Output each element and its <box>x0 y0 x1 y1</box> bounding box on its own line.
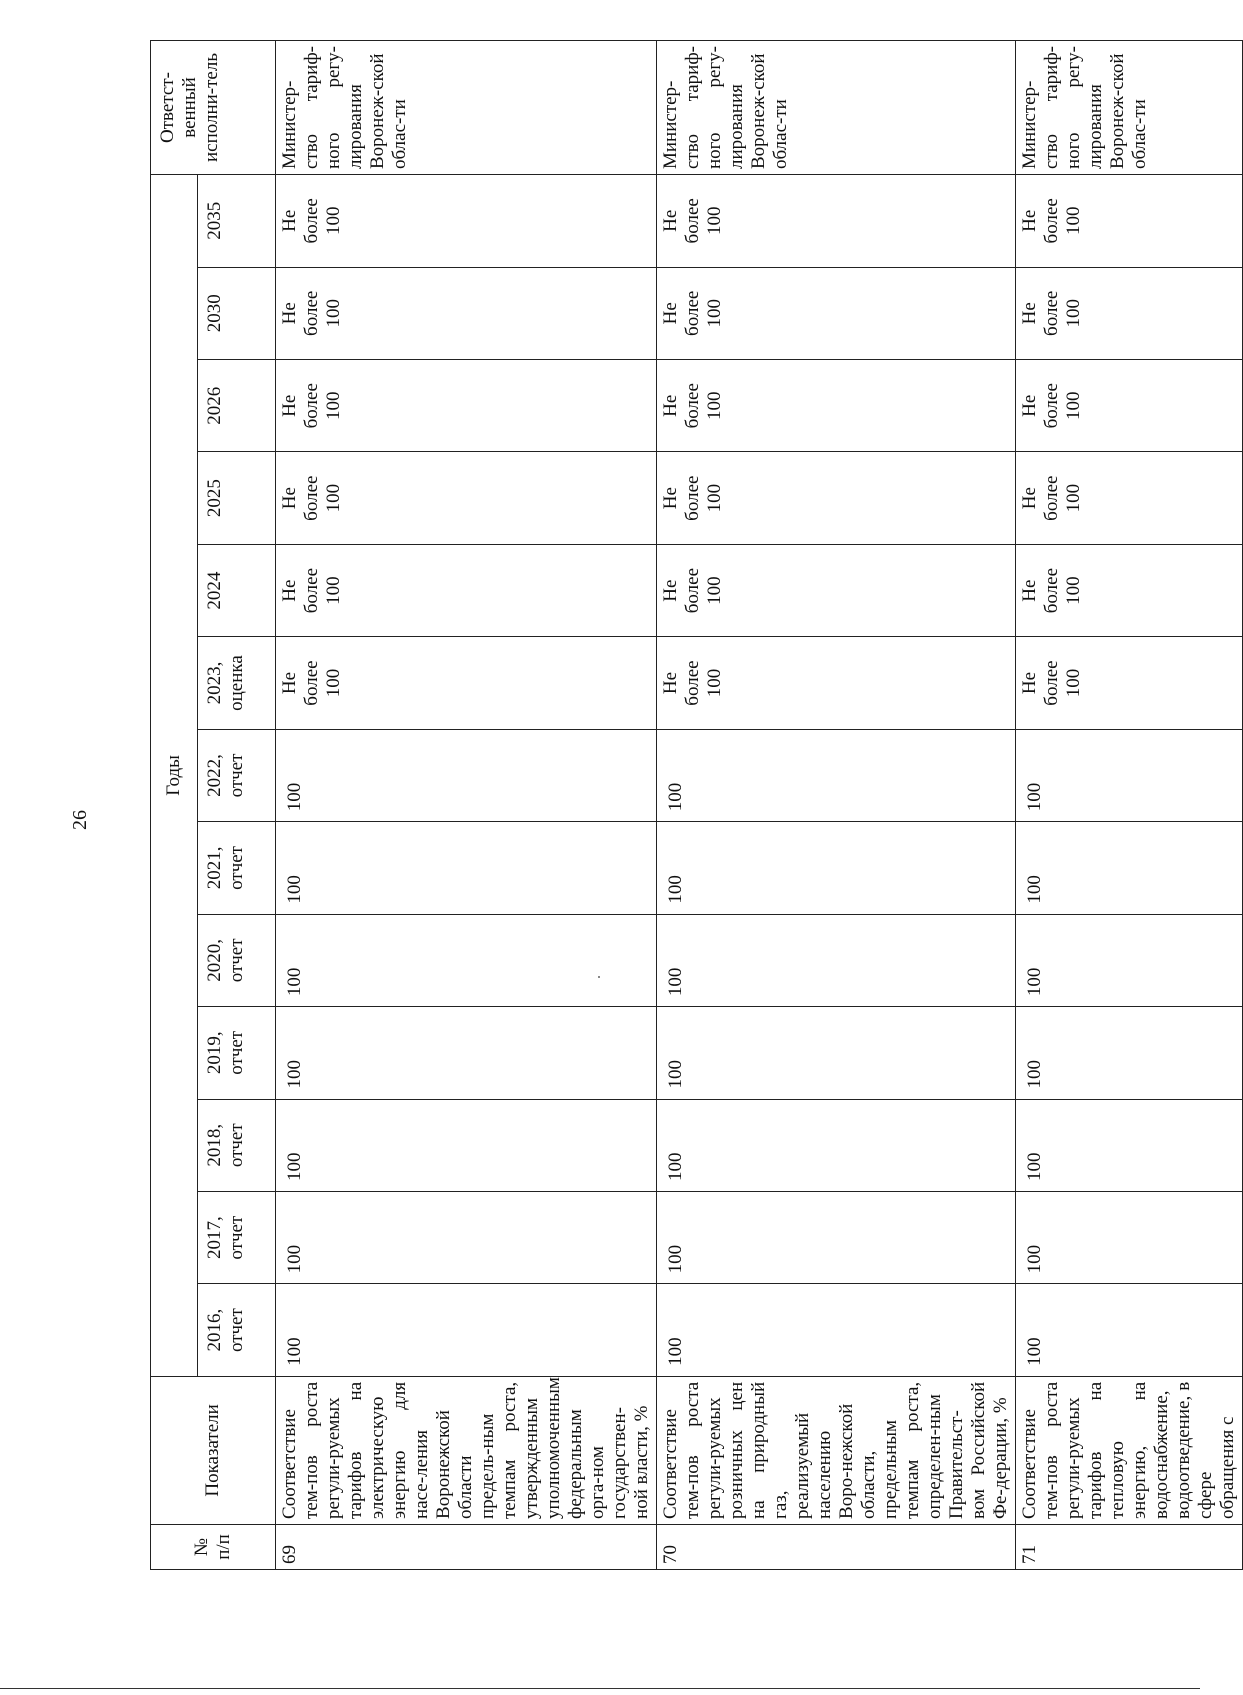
target-line: Не <box>660 579 681 602</box>
value-cell: 100 <box>1016 1191 1243 1283</box>
target-line: Не <box>279 671 300 695</box>
target-line: Не <box>1019 394 1040 417</box>
table-row <box>276 41 657 1570</box>
target-cell <box>276 637 657 729</box>
target-line: Не <box>1019 487 1040 510</box>
target-line: 100 <box>1063 576 1084 605</box>
target-line: 100 <box>704 391 725 420</box>
target-line: более <box>1041 290 1062 336</box>
target-line: более <box>301 475 322 521</box>
value-cell: 100 <box>276 1099 657 1191</box>
table-row <box>1016 41 1243 1570</box>
target-cell <box>657 637 1016 729</box>
target-line: 100 <box>323 668 344 698</box>
value-cell: 100 <box>1016 822 1243 914</box>
target-line: более <box>301 290 322 336</box>
target-cell <box>1016 637 1243 729</box>
value-cell: 100 <box>276 1007 657 1099</box>
value-cell: 100 <box>657 1191 1016 1283</box>
target-cell <box>1016 544 1243 636</box>
target-line: Не <box>660 394 681 417</box>
target-line: Не <box>660 671 681 695</box>
value-cell: 100 <box>276 1284 657 1376</box>
value-cell: 100 <box>1016 914 1243 1006</box>
header-years: Годы <box>151 175 198 1377</box>
year-header: 2035 <box>198 175 276 268</box>
target-cell <box>657 267 1016 359</box>
responsible-executor: Министер-ство тариф-ного регу-лирования Воронеж-ской облас-ти <box>1016 41 1243 175</box>
page-number: 26 <box>69 810 91 830</box>
target-line: более <box>1041 198 1062 244</box>
year-header: 2022, отчет <box>198 729 276 821</box>
target-line: более <box>1041 383 1062 429</box>
year-header: 2020, отчет <box>198 914 276 1006</box>
target-line: 100 <box>1063 206 1084 236</box>
year-header: 2017, отчет <box>198 1191 276 1283</box>
value-cell: 100 <box>276 914 657 1006</box>
header-responsible: Ответст-венный исполни-тель <box>151 41 276 175</box>
value-cell: 100 <box>276 729 657 821</box>
value-cell: 100 <box>1016 1099 1243 1191</box>
target-line: 100 <box>704 299 725 328</box>
target-line: Не <box>660 209 681 232</box>
target-line: Не <box>660 302 681 325</box>
row-number: 70 <box>657 1524 1016 1569</box>
target-line: Не <box>279 394 300 417</box>
header-row-main <box>151 41 198 1570</box>
target-line: более <box>301 198 322 244</box>
value-cell: 100 <box>276 1191 657 1283</box>
header-row-years <box>198 41 276 1570</box>
value-cell: 100 <box>1016 1284 1243 1376</box>
target-line: Не <box>279 209 300 232</box>
year-header: 2026 <box>198 360 276 452</box>
target-line: 100 <box>323 483 344 513</box>
value-cell: 100 <box>657 914 1016 1006</box>
target-line: 100 <box>323 206 344 236</box>
target-line: более <box>301 660 322 706</box>
year-header: 2024 <box>198 544 276 636</box>
value-cell: 100 <box>276 822 657 914</box>
year-header: 2023, оценка <box>198 637 276 729</box>
target-cell <box>276 452 657 544</box>
target-line: Не <box>279 302 300 325</box>
target-cell <box>1016 452 1243 544</box>
target-cell <box>276 267 657 359</box>
target-line: 100 <box>1063 483 1084 513</box>
header-num: № п/п <box>151 1524 276 1569</box>
target-cell <box>1016 175 1243 268</box>
value-cell: 100 <box>1016 1007 1243 1099</box>
target-line: Не <box>1019 302 1040 325</box>
target-line: Не <box>1019 579 1040 602</box>
target-cell <box>1016 267 1243 359</box>
target-line: более <box>1041 660 1062 706</box>
value-cell: 100 <box>657 1099 1016 1191</box>
row-number: 71 <box>1016 1524 1243 1569</box>
indicators-table <box>150 40 1243 1570</box>
target-line: более <box>1041 567 1062 614</box>
target-line: Не <box>279 579 300 602</box>
header-indicator: Показатели <box>151 1376 276 1524</box>
target-line: более <box>682 567 703 614</box>
target-cell <box>276 360 657 452</box>
target-line: Не <box>660 487 681 510</box>
scan-bottom-edge <box>0 1688 1200 1689</box>
year-header: 2030 <box>198 267 276 359</box>
target-line: более <box>301 383 322 429</box>
year-header: 2021, отчет <box>198 822 276 914</box>
value-cell: 100 <box>657 1284 1016 1376</box>
indicator-text: Соответствие тем-пов роста регули-руемых тарифов на электрическую энергию для насе-ления Воронежской области предель-ным темпам роста, утвержденным уполномоченным федеральным орга-ном государствен-ной власти, % <box>276 1376 657 1524</box>
row-number: 69 <box>276 1524 657 1569</box>
value-cell: 100 <box>1016 729 1243 821</box>
target-cell <box>657 360 1016 452</box>
year-header: 2019, отчет <box>198 1007 276 1099</box>
target-line: более <box>1041 475 1062 521</box>
target-line: 100 <box>1063 668 1084 698</box>
value-cell: 100 <box>657 1007 1016 1099</box>
target-line: более <box>682 383 703 429</box>
value-cell: 100 <box>657 729 1016 821</box>
target-line: 100 <box>323 576 344 605</box>
target-line: более <box>682 660 703 706</box>
target-line: 100 <box>1063 391 1084 420</box>
target-line: более <box>682 198 703 244</box>
target-line: 100 <box>704 483 725 513</box>
target-line: более <box>301 567 322 614</box>
target-line: Не <box>1019 671 1040 695</box>
target-cell <box>1016 360 1243 452</box>
indicator-text: Соответствие тем-пов роста регули-руемых тарифов на тепловую энергию, на водоснабжение, водоотведение, в сфере обращения с <box>1016 1376 1243 1524</box>
target-line: 100 <box>704 206 725 236</box>
target-line: более <box>682 475 703 521</box>
target-cell <box>276 544 657 636</box>
rotated-table-container <box>150 40 1238 1570</box>
target-cell <box>276 175 657 268</box>
target-line: Не <box>279 487 300 510</box>
target-line: 100 <box>323 391 344 420</box>
target-line: 100 <box>323 299 344 328</box>
indicator-text: Соответствие тем-пов роста регули-руемых розничных цен на природный газ, реализуемый населению Воро-нежской области, предельным темпам роста, определен-ным Правительст-вом Российской Фе-дерации, % <box>657 1376 1016 1524</box>
target-line: более <box>682 290 703 336</box>
responsible-executor: Министер-ство тариф-ного регу-лирования Воронеж-ской облас-ти <box>657 41 1016 175</box>
target-line: 100 <box>704 668 725 698</box>
responsible-executor: Министер-ство тариф-ного регу-лирования Воронеж-ской облас-ти <box>276 41 657 175</box>
target-line: 100 <box>1063 299 1084 328</box>
target-line: 100 <box>704 576 725 605</box>
target-cell <box>657 175 1016 268</box>
table-row <box>657 41 1016 1570</box>
target-cell <box>657 544 1016 636</box>
target-line: Не <box>1019 209 1040 232</box>
year-header: 2025 <box>198 452 276 544</box>
year-header: 2018, отчет <box>198 1099 276 1191</box>
value-cell: 100 <box>657 822 1016 914</box>
year-header: 2016, отчет <box>198 1284 276 1376</box>
target-cell <box>657 452 1016 544</box>
